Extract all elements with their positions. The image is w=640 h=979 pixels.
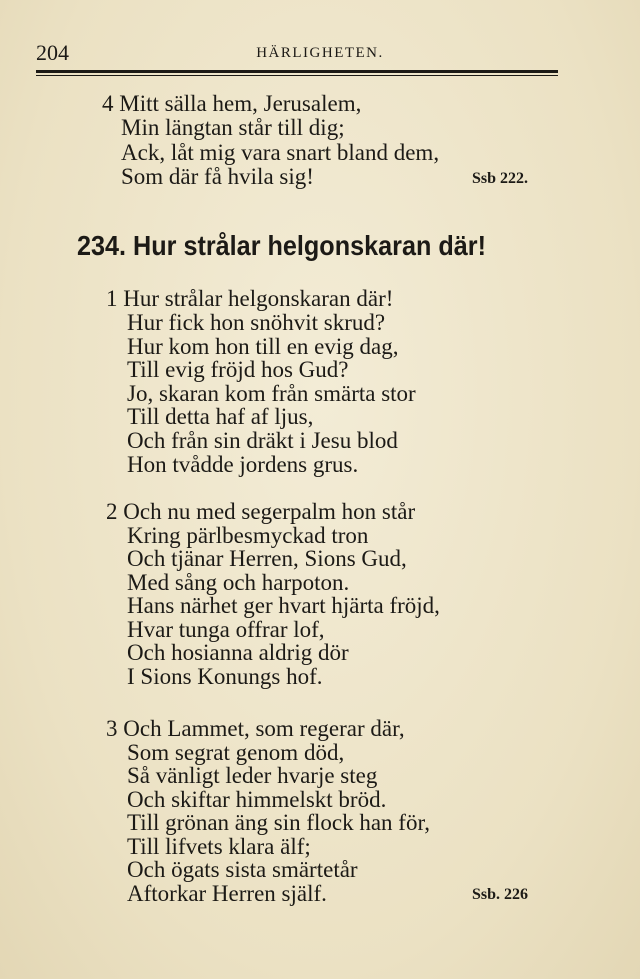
header-rule-thin <box>36 75 558 76</box>
verse-2-line: Hvar tunga offrar lof, <box>127 617 325 642</box>
verse-2-line: Och tjänar Herren, Sions Gud, <box>127 546 407 571</box>
verse-2-line: 2 Och nu med segerpalm hon står <box>106 499 416 524</box>
verse-1-line: Till detta haf af ljus, <box>127 404 314 429</box>
running-title: HÄRLIGHETEN. <box>256 45 384 61</box>
verse-2-line: Och hosianna aldrig dör <box>127 640 349 665</box>
verse-3-line: 3 Och Lammet, som regerar där, <box>106 716 405 741</box>
prev-hymn-reference: Ssb 222. <box>472 170 529 187</box>
verse-1-line: Jo, skaran kom från smärta stor <box>127 381 416 406</box>
verse-1-line: Hon tvådde jordens grus. <box>127 452 359 477</box>
header-rule-thick <box>36 70 558 73</box>
prev-hymn-line: 4 Mitt sälla hem, Jerusalem, <box>102 91 362 116</box>
verse-3-line: Så vänligt leder hvarje steg <box>127 763 378 788</box>
verse-3-line: Och ögats sista smärtetår <box>127 857 358 882</box>
verse-2-line: I Sions Konungs hof. <box>127 664 323 689</box>
verse-1-line: Och från sin dräkt i Jesu blod <box>127 428 398 453</box>
verse-1-line: Hur fick hon snöhvit skrud? <box>127 310 386 335</box>
verse-2-line: Med sång och harpoton. <box>127 570 350 595</box>
verse-2-line: Kring pärlbesmyckad tron <box>127 523 369 548</box>
verse-2-line: Hans närhet ger hvart hjärta fröjd, <box>127 593 440 618</box>
verse-3-line: Till lifvets klara älf; <box>127 834 311 859</box>
verse-1-line: Till evig fröjd hos Gud? <box>127 357 349 382</box>
prev-hymn-line: Ack, låt mig vara snart bland dem, <box>121 140 440 165</box>
prev-hymn-line: Min längtan står till dig; <box>121 115 345 140</box>
hymn-reference: Ssb. 226 <box>472 886 529 903</box>
hymn-title: 234. Hur strålar helgonskaran där! <box>77 230 486 261</box>
verse-3-line: Som segrat genom död, <box>127 740 345 765</box>
verse-3-line: Aftorkar Herren själf. <box>127 881 327 906</box>
verse-1-line: 1 Hur strålar helgonskaran där! <box>106 286 394 311</box>
page-number: 204 <box>36 40 69 65</box>
prev-hymn-line: Som där få hvila sig! <box>121 164 314 189</box>
verse-1-line: Hur kom hon till en evig dag, <box>127 334 399 359</box>
verse-3-line: Och skiftar himmelskt bröd. <box>127 787 387 812</box>
verse-3-line: Till grönan äng sin flock han för, <box>127 810 430 835</box>
